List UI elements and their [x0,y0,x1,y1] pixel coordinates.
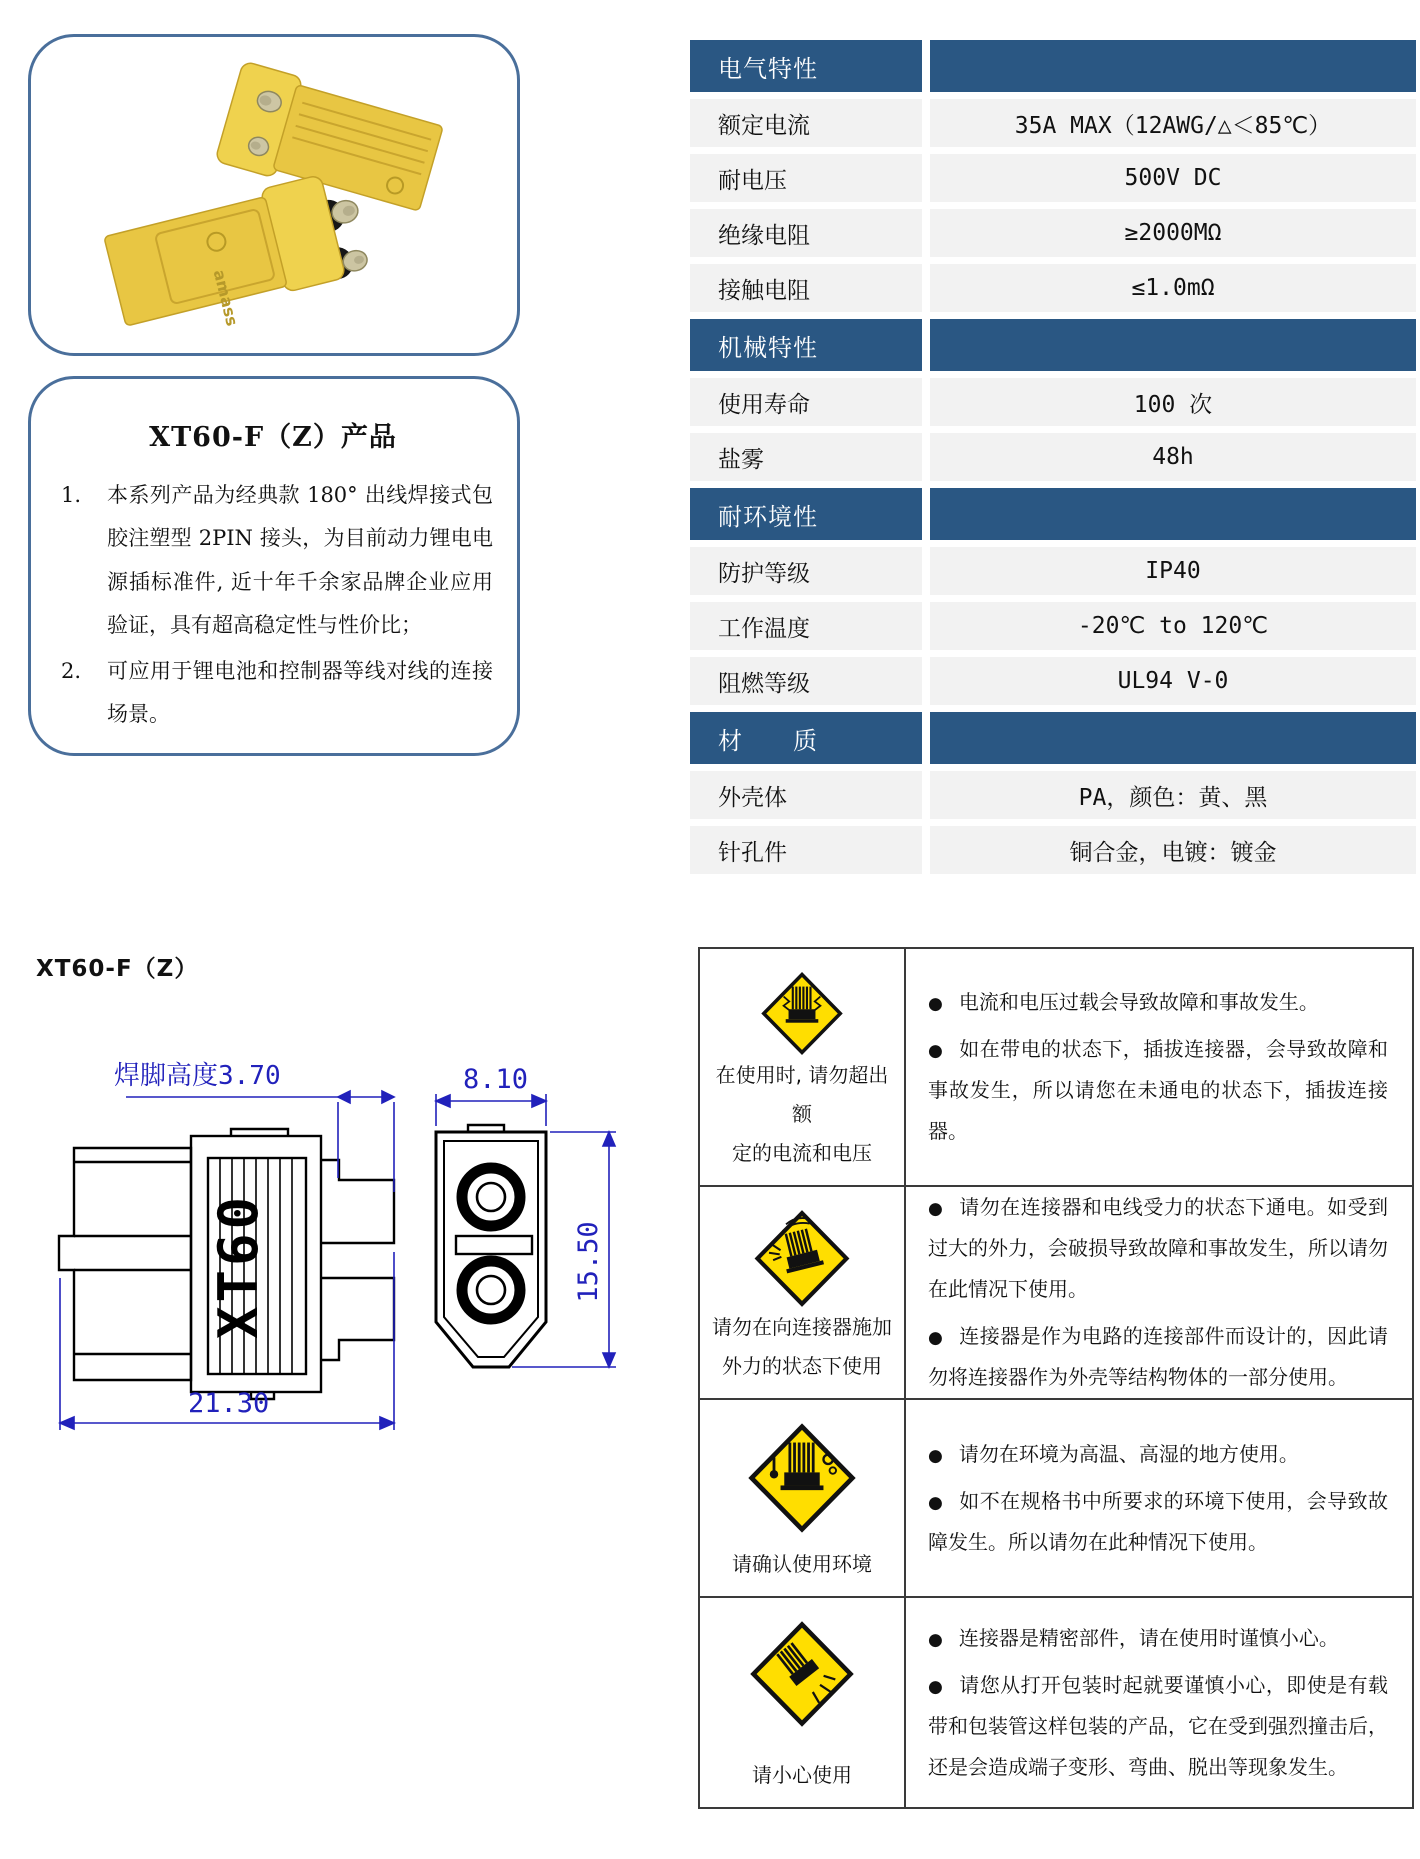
spec-value: 48h [930,433,1416,481]
spec-section-header [690,712,1416,764]
spec-label: 额定电流 [690,99,922,147]
dim-front-height: 15.50 [573,1221,604,1303]
connector-marking: XT60 [207,1192,270,1340]
product-photo [31,37,517,353]
brand-marking: amass [209,267,242,328]
spec-value: ≤1.0mΩ [930,264,1416,312]
warning-caption: 在使用时, 请勿超出额 定的电流和电压 [715,1063,889,1165]
table-row [690,99,1416,147]
front-view-outline [436,1125,546,1367]
bullet-icon: ● [928,1041,944,1061]
product-photo-card [28,34,520,356]
spec-label: 工作温度 [690,602,922,650]
table-row [690,378,1416,426]
spec-section-header [690,319,1416,371]
dim-front-width: 8.10 [463,1064,529,1095]
warning-bullet: ● 连接器是作为电路的连接部件而设计的，因此请勿将连接器作为外壳等结构物体的一部分使用。 [928,1324,1389,1389]
section-header-label: 材 质 [690,712,922,764]
warning-cell [700,1598,906,1807]
spec-label: 耐电压 [690,154,922,202]
description-text: 可应用于锂电池和控制器等线对线的连接场景。 [107,658,493,727]
warning-bullet: ● 请勿在连接器和电线受力的状态下通电。如受到过大的外力，会破损导致故障和事故发生，所以请勿在此情况下使用。 [928,1195,1389,1301]
warning-cell [700,1187,906,1400]
spec-section-header [690,488,1416,540]
spec-value: 铜合金，电镀：镀金 [930,826,1416,874]
spec-label: 针孔件 [690,826,922,874]
warning-bullet: ● 如在带电的状态下，插拔连接器，会导致故障和事故发生，所以请您在未通电的状态下，插拔连接器。 [928,1037,1389,1143]
warning-text-cell [906,1187,1412,1400]
bullet-icon: ● [928,1445,943,1466]
section-header-label: 机械特性 [690,319,922,371]
warning-bullet: ● 电流和电压过载会导致故障和事故发生。 [928,990,1319,1014]
spec-label: 使用寿命 [690,378,922,426]
warning-cell [700,949,906,1187]
drawing-title: XT60-F（Z） [36,956,199,982]
warning-bullet: ● 连接器是精密部件，请在使用时谨慎小心。 [928,1625,1339,1650]
dim-solder-height: 焊脚高度3.70 [114,1061,281,1091]
connector-illustration [215,61,446,219]
technical-drawing [26,1040,626,1459]
spec-value: 100 次 [930,378,1416,426]
product-description-card [28,376,520,756]
warning-text-cell [906,949,1412,1187]
spec-value: IP40 [930,547,1416,595]
spec-value: 35A MAX（12AWG/△＜85℃） [930,99,1416,147]
table-row [690,602,1416,650]
warning-text-cell [906,1400,1412,1598]
table-row [690,154,1416,202]
spec-section-header [690,40,1416,92]
warning-table [698,947,1414,1809]
dim-overall-width: 21.30 [188,1388,270,1419]
spec-label: 接触电阻 [690,264,922,312]
bullet-icon: ● [928,1492,944,1513]
spec-value: -20℃ to 120℃ [930,602,1416,650]
table-row [690,433,1416,481]
table-row [690,771,1416,819]
spec-label: 防护等级 [690,547,922,595]
external-force-warning-icon [743,1209,861,1308]
spec-value: 500V DC [930,154,1416,202]
bullet-icon: ● [928,994,943,1014]
section-header-label: 电气特性 [690,40,922,92]
description-item [53,650,493,737]
warning-caption: 请确认使用环境 [732,1552,872,1576]
environment-warning-icon [746,1422,858,1534]
section-header-label: 耐环境性 [690,488,922,540]
warning-caption: 请小心使用 [752,1763,852,1787]
connector-illustration [102,168,378,351]
spec-label: 阻燃等级 [690,657,922,705]
table-row [690,547,1416,595]
spec-label: 外壳体 [690,771,922,819]
table-row [690,826,1416,874]
warning-bullet: ● 请勿在环境为高温、高湿的地方使用。 [928,1441,1299,1466]
bullet-icon: ● [928,1328,944,1348]
warning-bullet: ● 请您从打开包装时起就要谨慎小心，即使是有载带和包装管这样包装的产品，它在受到强烈撞击后，还是会造成端子变形、弯曲、脱出等现象发生。 [928,1672,1389,1779]
list-number: 2. [61,658,82,683]
list-number: 1. [61,483,82,507]
electric-hazard-warning-icon [743,971,861,1056]
table-row [690,264,1416,312]
bullet-icon: ● [928,1629,943,1650]
warning-bullet: ● 如不在规格书中所要求的环境下使用，会导致故障发生。所以请勿在此种情况下使用。 [928,1488,1389,1554]
spec-table [690,40,1416,881]
spec-label: 绝缘电阻 [690,209,922,257]
description-item [53,474,493,648]
warning-text-cell [906,1598,1412,1807]
warning-caption: 请勿在向连接器施加 外力的状态下使用 [712,1315,892,1378]
spec-label: 盐雾 [690,433,922,481]
table-row [690,657,1416,705]
table-row [690,209,1416,257]
spec-value: UL94 V-0 [930,657,1416,705]
spec-value: ≥2000MΩ [930,209,1416,257]
bullet-icon: ● [928,1676,944,1697]
bullet-icon: ● [928,1199,944,1219]
impact-warning-icon [748,1620,856,1728]
spec-value: PA，颜色：黄、黑 [930,771,1416,819]
warning-cell [700,1400,906,1598]
description-text: 本系列产品为经典款 180° 出线焊接式包胶注塑型 2PIN 接头，为目前动力锂电电源插标准件, 近十年千余家品牌企业应用验证，具有超高稳定性与性价比； [107,483,493,638]
product-title: XT60-F（Z）产品 [149,422,397,453]
